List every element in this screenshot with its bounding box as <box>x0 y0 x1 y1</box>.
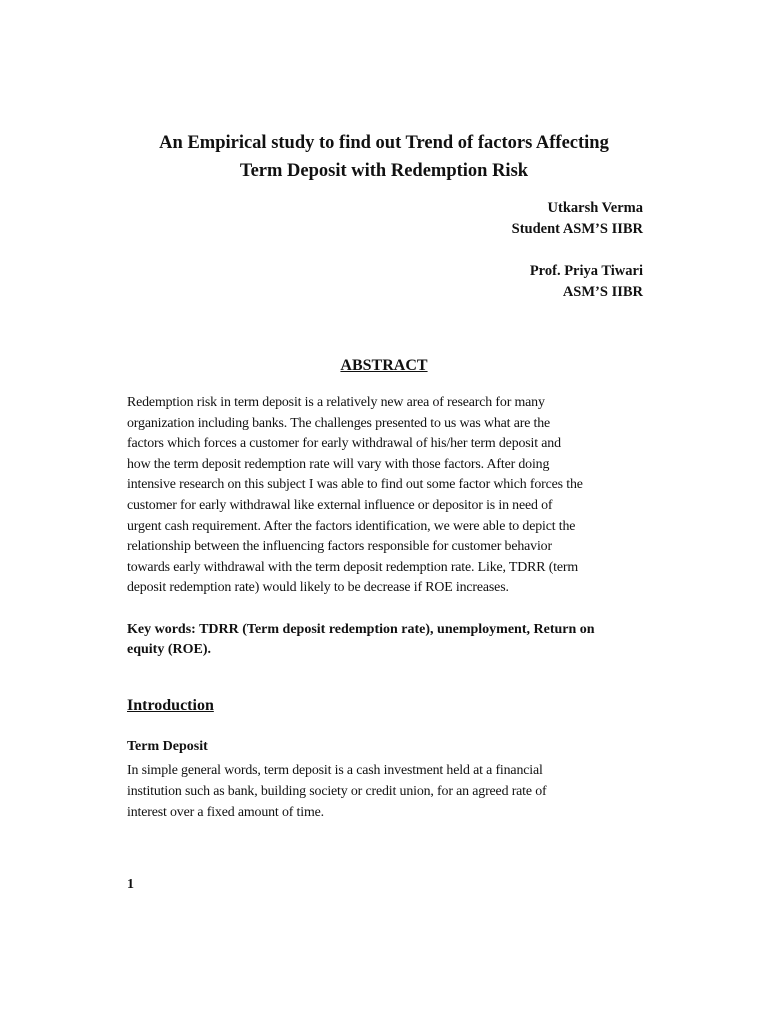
author-name-1: Utkarsh Verma <box>547 200 643 216</box>
abstract-line: deposit redemption rate) would likely to be decrease if ROE increases. <box>127 580 509 596</box>
abstract-text <box>127 393 642 599</box>
author-name-2: Prof. Priya Tiwari <box>529 263 643 279</box>
abstract-line: relationship between the influencing factors responsible for customer behavior <box>127 539 552 555</box>
abstract-line: towards early withdrawal with the term deposit redemption rate. Like, TDRR (term <box>127 559 579 575</box>
keywords <box>127 620 647 660</box>
abstract-line: how the term deposit redemption rate will vary with those factors. After doing <box>127 456 550 472</box>
abstract-line: urgent cash requirement. After the factors identification, we were able to depict the <box>127 518 576 534</box>
abstract-line: intensive research on this subject I was able to find out some factor which forces the <box>127 477 583 493</box>
author-affiliation-2: ASM’S IIBR <box>562 284 643 300</box>
intro-line: interest over a fixed amount of time. <box>127 805 324 820</box>
author-affiliation-1: Student ASM’S IIBR <box>511 221 643 237</box>
paper-title <box>100 129 668 185</box>
abstract-line: customer for early withdrawal like external influence or depositor is in need of <box>127 497 553 513</box>
title-line-1: An Empirical study to find out Trend of factors Affecting <box>159 133 609 153</box>
intro-line: In simple general words, term deposit is a cash investment held at a financial <box>127 763 543 778</box>
abstract-heading: ABSTRACT <box>340 357 428 374</box>
introduction-heading: Introduction <box>127 697 214 714</box>
intro-line: institution such as bank, building society or credit union, for an agreed rate of <box>127 784 547 799</box>
abstract-line: factors which forces a customer for early withdrawal of his/her term deposit and <box>127 436 561 452</box>
abstract-line: organization including banks. The challenges presented to us was what are the <box>127 415 551 431</box>
keywords-line-2: equity (ROE). <box>127 642 211 657</box>
author-block <box>512 198 643 303</box>
keywords-line-1: Key words: TDRR (Term deposit redemption rate), unemployment, Return on <box>127 622 595 637</box>
author-spacer <box>512 240 643 261</box>
abstract-line: Redemption risk in term deposit is a relatively new area of research for many <box>127 395 545 410</box>
introduction-text <box>127 760 647 823</box>
title-line-2: Term Deposit with Redemption Risk <box>239 161 529 181</box>
page-number: 1 <box>127 877 134 892</box>
term-deposit-subheading: Term Deposit <box>127 739 208 754</box>
